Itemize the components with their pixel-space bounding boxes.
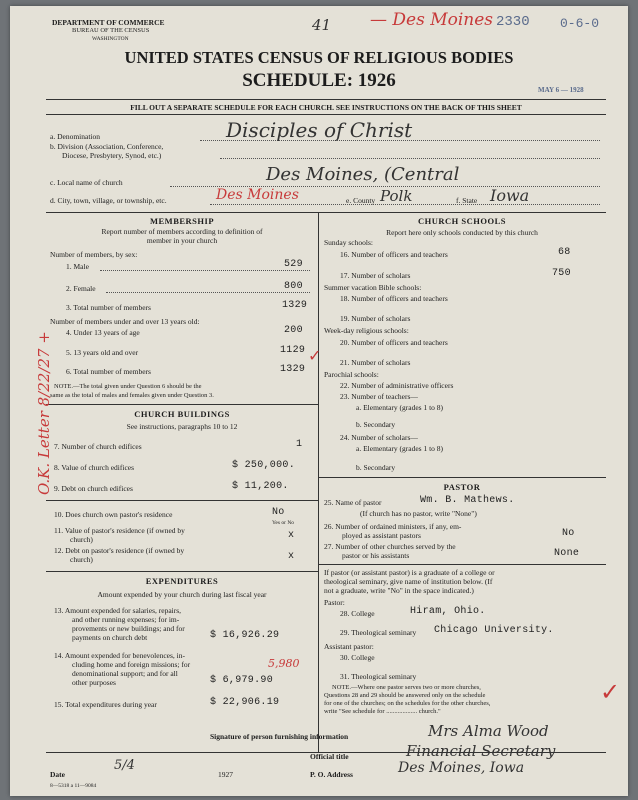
teachers-elementary-label: a. Elementary (grades 1 to 8) (356, 403, 444, 412)
city-label: d. City, town, village, or township, etc. (50, 196, 167, 205)
scholars-elementary-label: a. Elementary (grades 1 to 8) (356, 444, 444, 453)
pastor-college-value: Hiram, Ohio. (410, 606, 486, 617)
membership-subtitle-2: member in your church (146, 236, 218, 245)
total-members-value: 1329 (282, 300, 308, 311)
expenditures-subtitle: Amount expended by your church during last fiscal year (97, 590, 267, 599)
scholars-label: 24. Number of scholars— (340, 433, 418, 442)
running-expenses-label-3: provements or new buildings; and for (72, 624, 185, 633)
sunday-scholars-label: 17. Number of scholars (340, 271, 411, 280)
schools-heading: CHURCH SCHOOLS (418, 216, 506, 226)
benevolences-label: 14. Amount expended for benevolences, in- (54, 651, 186, 660)
county-value: Polk (380, 187, 413, 205)
schools-subtitle: Report here only schools conducted by this church (386, 228, 538, 237)
teachers-label: 23. Number of teachers— (340, 392, 418, 401)
denomination-label: a. Denomination (50, 132, 100, 141)
pastor-seminary-label: 29. Theological seminary (340, 628, 417, 637)
scholars-secondary-label: b. Secondary (356, 463, 396, 472)
male-value: 529 (284, 259, 303, 270)
assistant-ministers-label: 26. Number of ordained ministers, if any, em- (324, 522, 462, 531)
running-expenses-amount: $ 16,926.29 (210, 630, 280, 641)
schedule-title: SCHEDULE: 1926 (242, 70, 396, 91)
residence-debt-label: 12. Debt on pastor's residence (if owned by (54, 546, 185, 555)
pastor-education-label: Pastor: (324, 598, 345, 607)
other-churches-label-2: pastor or his assistants (342, 551, 410, 560)
received-stamp: MAY 6 — 1928 (538, 86, 584, 94)
bureau-label: BUREAU OF THE CENSUS (72, 27, 150, 34)
total-expenditures-amount: $ 22,906.19 (210, 697, 280, 708)
stamp-number: 2330 (496, 14, 530, 30)
benevolences-label-4: other purposes (72, 678, 116, 687)
local-name-label: c. Local name of church (50, 178, 123, 187)
pastor-heading: PASTOR (443, 482, 481, 492)
membership-note-2: same as the total of males and females given under Question 3. (50, 392, 214, 399)
running-expenses-label: 13. Amount expended for salaries, repairs, (54, 606, 182, 615)
under-13-label: 4. Under 13 years of age (66, 328, 140, 337)
over-13-value: 1129 (280, 345, 306, 356)
form-title: UNITED STATES CENSUS OF RELIGIOUS BODIES (124, 48, 514, 67)
benevolences-correction: 5,980 (268, 657, 300, 670)
po-address-value: Des Moines, Iowa (398, 760, 525, 776)
pastor-none-hint: (If church has no pastor, write "None") (360, 509, 477, 518)
edifices-value: 1 (296, 439, 303, 450)
edifice-debt-label: 9. Debt on church edifices (54, 484, 133, 493)
benevolences-amount: $ 6,979.90 (210, 675, 274, 686)
date-value: 5/4 (114, 758, 135, 773)
assistant-college-label: 30. College (340, 653, 375, 662)
sunday-teachers-label: 16. Number of officers and teachers (340, 250, 448, 259)
graduate-intro-2: theological seminary, give name of institution below. (If (324, 577, 493, 586)
local-name-value: Des Moines, (Central (266, 164, 460, 185)
pastor-note-3: for one of the churches; on the schedules for the other churches, (324, 700, 491, 707)
total-members-age-value: 1329 (280, 364, 306, 375)
assistant-ministers-value: No (562, 528, 575, 539)
pastor-note-2: Questions 28 and 29 should be answered only on the schedule (324, 692, 486, 699)
running-expenses-label-2: and other running expenses; for im- (72, 615, 180, 624)
membership-heading: MEMBERSHIP (149, 216, 215, 226)
female-value: 800 (284, 281, 303, 292)
by-age-label: Number of members under and over 13 years old: (50, 317, 200, 326)
sunday-schools-label: Sunday schools: (324, 238, 373, 247)
hand-city-note: — Des Moines (370, 10, 494, 30)
residence-value-label: 11. Value of pastor's residence (if owned by (54, 526, 185, 535)
graduate-intro-3: not a graduate, write "No" in the space indicated.) (324, 586, 474, 595)
stamp-code: 0-6-0 (560, 16, 600, 31)
residence-debt-amount: x (288, 551, 295, 562)
check-mark-icon: ✓ (600, 680, 621, 706)
membership-subtitle: Report number of members according to definition of (101, 227, 263, 236)
washington-label: WASHINGTON (92, 36, 129, 42)
under-13-value: 200 (284, 325, 303, 336)
edifice-debt-amount: $ 11,200. (232, 481, 289, 492)
total-expenditures-label: 15. Total expenditures during year (54, 700, 157, 709)
assistant-ministers-label-2: ployed as assistant pastors (342, 531, 421, 540)
admin-officers-label: 22. Number of administrative officers (340, 381, 454, 390)
department-label: DEPARTMENT OF COMMERCE (52, 18, 165, 27)
sunday-scholars-value: 750 (552, 268, 571, 279)
other-churches-label: 27. Number of other churches served by the (324, 542, 456, 551)
weekday-scholars-label: 21. Number of scholars (340, 358, 411, 367)
owns-residence-label: 10. Does church own pastor's residence (54, 510, 173, 519)
date-label: Date (50, 770, 65, 779)
running-expenses-label-4: payments on church debt (72, 633, 148, 642)
form-number: 8—5318 a 11—9084 (50, 783, 97, 789)
official-title-label: Official title (310, 752, 349, 761)
check-mark-icon: ✓ (308, 348, 322, 365)
pastor-name-label: 25. Name of pastor (324, 498, 382, 507)
pastor-note-4: write "See schedule for ................... church." (324, 708, 441, 715)
weekday-schools-label: Week-day religious schools: (324, 326, 409, 335)
state-value: Iowa (490, 186, 530, 205)
county-label: e. County (346, 196, 376, 205)
owns-residence-value: No (272, 507, 285, 518)
hand-number: 41 (312, 16, 332, 34)
buildings-heading: CHURCH BUILDINGS (134, 409, 230, 419)
pastor-college-label: 28. College (340, 609, 375, 618)
po-address-label: P. O. Address (310, 770, 353, 779)
weekday-teachers-label: 20. Number of officers and teachers (340, 338, 448, 347)
pastor-name-value: Wm. B. Mathews. (420, 495, 515, 506)
census-schedule-form (10, 6, 628, 796)
margin-approval-note: O.K. Letter 8/22/27 + (35, 331, 53, 495)
denomination-value: Disciples of Christ (226, 118, 413, 142)
total-members-age-label: 6. Total number of members (66, 367, 151, 376)
summer-scholars-label: 19. Number of scholars (340, 314, 411, 323)
membership-note: NOTE.—The total given under Question 6 should be the (54, 383, 202, 390)
yes-no-hint: Yes or No (272, 520, 295, 526)
buildings-subtitle: See instructions, paragraphs 10 to 12 (126, 422, 238, 431)
expenditures-heading: EXPENDITURES (145, 576, 219, 586)
edifice-value-amount: $ 250,000. (232, 460, 296, 471)
edifices-label: 7. Number of church edifices (54, 442, 142, 451)
signature-label: Signature of person furnishing information (210, 732, 349, 741)
residence-value-label-2: church) (70, 535, 93, 544)
parochial-schools-label: Parochial schools: (324, 370, 379, 379)
residence-debt-label-2: church) (70, 555, 93, 564)
male-label: 1. Male (66, 262, 89, 271)
division-label-2: Diocese, Presbytery, Synod, etc.) (62, 151, 162, 160)
assistant-education-label: Assistant pastor: (324, 642, 374, 651)
total-members-label: 3. Total number of members (66, 303, 151, 312)
teachers-secondary-label: b. Secondary (356, 420, 396, 429)
female-label: 2. Female (66, 284, 96, 293)
pastor-note: NOTE.—Where one pastor serves two or more churches, (332, 684, 481, 691)
by-sex-label: Number of members, by sex: (50, 250, 138, 259)
official-title-value: Financial Secretary (406, 742, 556, 760)
residence-value-amount: x (288, 530, 295, 541)
pastor-seminary-value: Chicago University. (434, 625, 554, 636)
signature-value: Mrs Alma Wood (428, 722, 549, 740)
date-year: 1927 (218, 770, 233, 779)
benevolences-label-2: cluding home and foreign missions; for (72, 660, 191, 669)
assistant-seminary-label: 31. Theological seminary (340, 672, 417, 681)
benevolences-label-3: denominational support; and for all (72, 669, 178, 678)
edifice-value-label: 8. Value of church edifices (54, 463, 135, 472)
summer-teachers-label: 18. Number of officers and teachers (340, 294, 448, 303)
state-label: f. State (456, 196, 478, 205)
other-churches-value: None (554, 548, 580, 559)
graduate-intro: If pastor (or assistant pastor) is a graduate of a college or (324, 568, 495, 577)
summer-schools-label: Summer vacation Bible schools: (324, 283, 422, 292)
city-value: Des Moines (216, 187, 299, 203)
sunday-teachers-value: 68 (558, 247, 571, 258)
instructions-banner: FILL OUT A SEPARATE SCHEDULE FOR EACH CHURCH. SEE INSTRUCTIONS ON THE BACK OF THIS SHEET (130, 103, 522, 112)
over-13-label: 5. 13 years old and over (66, 348, 139, 357)
division-label: b. Division (Association, Conference, (50, 142, 164, 151)
